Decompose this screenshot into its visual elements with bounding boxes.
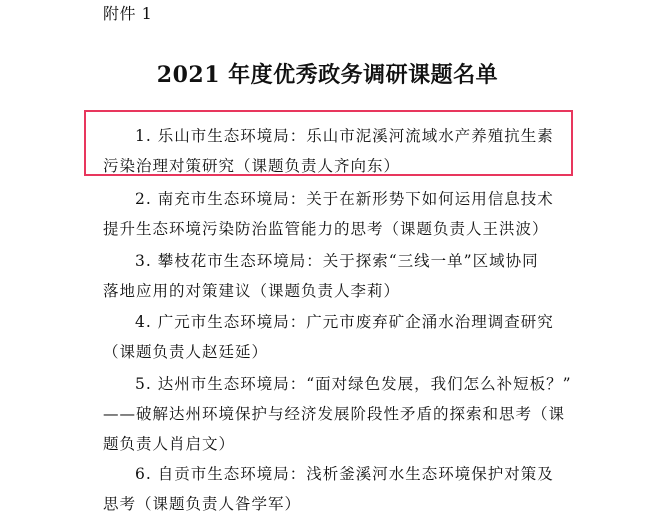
list-item-line: 题负责人肖启文） [103, 435, 236, 453]
list-item-line: （课题负责人赵廷延） [103, 343, 269, 361]
list-item [103, 459, 558, 519]
list-item-line: 2. 南充市生态环境局：关于在新形势下如何运用信息技术 [135, 190, 554, 208]
list-item [103, 246, 558, 306]
list-item-line: 6. 自贡市生态环境局：浅析釜溪河水生态环境保护对策及 [135, 465, 554, 483]
attachment-label: 附件 1 [103, 4, 153, 23]
list-item-line: ——破解达州环境保护与经济发展阶段性矛盾的探索和思考（课 [103, 405, 566, 423]
list-item-line: 4. 广元市生态环境局：广元市废弃矿企涌水治理调查研究 [135, 313, 554, 331]
list-item-line: 污染治理对策研究（课题负责人齐向东） [103, 157, 401, 175]
list-item-line: 3. 攀枝花市生态环境局：关于探索“三线一单”区域协同 [135, 252, 539, 270]
list-item-line: 1. 乐山市生态环境局：乐山市泥溪河流域水产养殖抗生素 [135, 127, 554, 145]
list-item [103, 369, 572, 459]
list-item-line: 提升生态环境污染防治监管能力的思考（课题负责人王洪波） [103, 220, 549, 238]
document-title: 2021 年度优秀政务调研课题名单 [156, 62, 499, 88]
list-item [103, 307, 558, 367]
list-item-line: 落地应用的对策建议（课题负责人李莉） [103, 282, 401, 300]
list-item [103, 121, 558, 181]
list-item-line: 思考（课题负责人昝学军） [103, 495, 302, 513]
list-item-line: 5. 达州市生态环境局：“面对绿色发展，我们怎么补短板？” [135, 375, 572, 393]
list-item [103, 184, 558, 244]
